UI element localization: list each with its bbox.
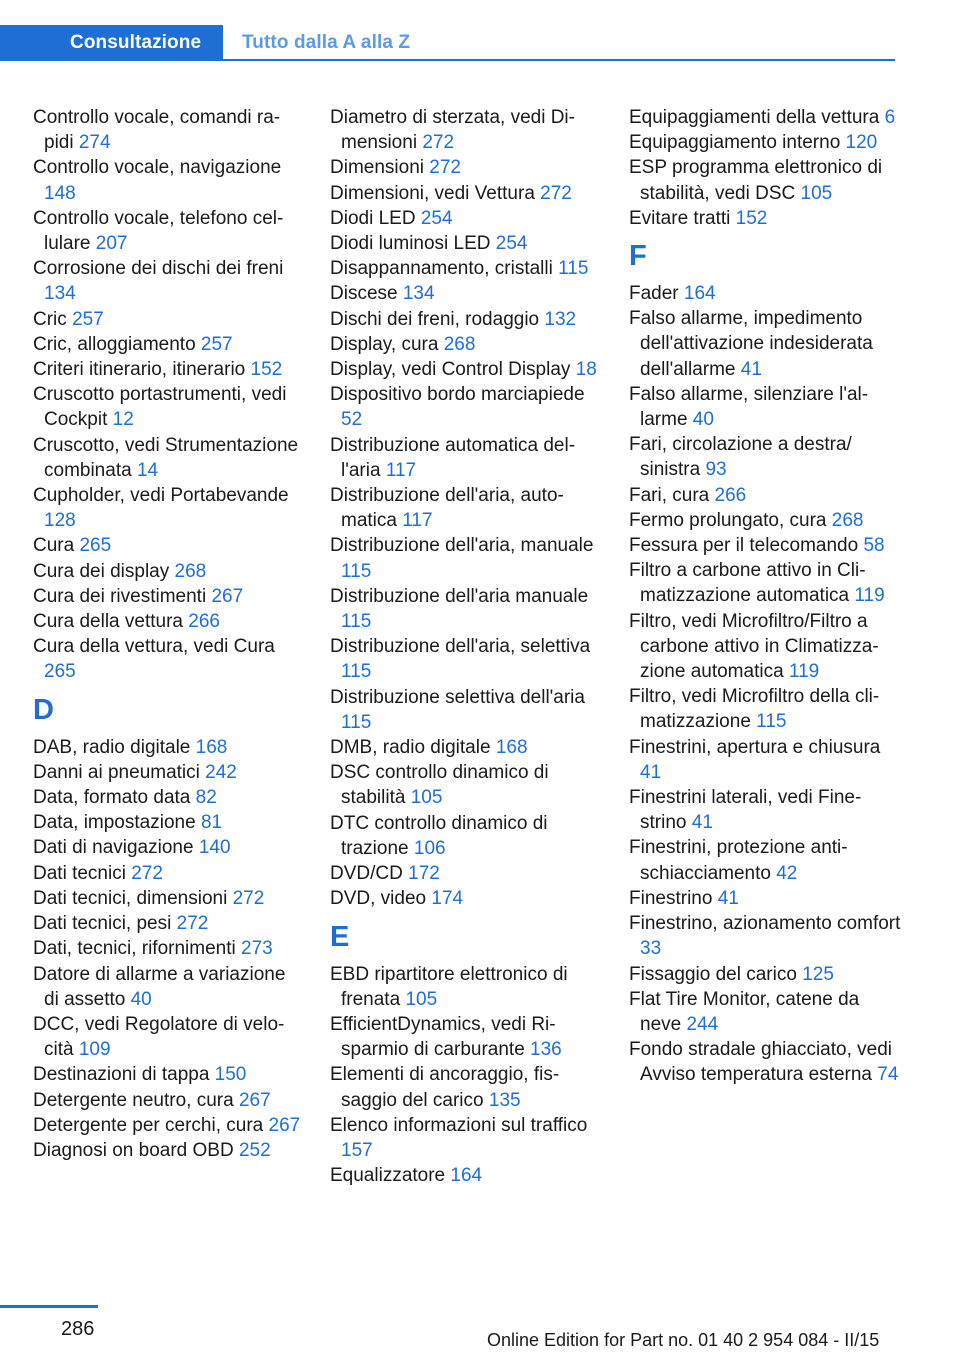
index-entry	[629, 206, 901, 231]
index-entry	[629, 1037, 901, 1087]
index-entry	[629, 533, 901, 558]
index-entry-text: Elementi di ancoraggio, fissaggio del carico	[330, 1064, 560, 1111]
page-link[interactable]: 41	[691, 812, 713, 834]
index-entry-text: Diametro di sterzata, vedi Dimensioni	[330, 107, 575, 154]
page-link[interactable]: 272	[131, 862, 163, 884]
page-link[interactable]: 172	[408, 863, 440, 885]
index-column-3	[629, 105, 901, 1088]
index-entry-text: Diodi LED	[330, 207, 416, 229]
index-entry	[629, 105, 901, 130]
index-entry	[33, 1138, 303, 1163]
edition-text: Online Edition for Part no. 01 40 2 954 084 - II/15	[487, 1330, 880, 1350]
page-link[interactable]: 134	[402, 283, 435, 305]
index-entry	[330, 206, 602, 231]
page-link[interactable]: 244	[686, 1013, 719, 1035]
page-link[interactable]: 272	[422, 132, 455, 154]
index-entry-text: Finestrino, azionamento comfort	[629, 913, 901, 935]
section-tab-consultazione[interactable]	[0, 25, 223, 61]
index-entry-text: Dati tecnici, dimensioni	[33, 887, 228, 909]
index-entry	[33, 332, 303, 357]
index-entry	[330, 1062, 602, 1112]
page-link[interactable]: 136	[530, 1039, 562, 1061]
page-link[interactable]: 268	[443, 333, 476, 355]
index-entry-text: Fondo stradale ghiacciato, vedi Avviso temperatura esterna	[629, 1039, 892, 1086]
index-entry	[330, 357, 602, 382]
page-link[interactable]: 135	[488, 1089, 521, 1111]
index-entry	[33, 835, 303, 860]
page-link[interactable]: 265	[44, 661, 76, 683]
index-entry	[330, 1113, 602, 1163]
page-link[interactable]: 93	[705, 459, 727, 481]
index-entry-text: Danni ai pneumatici	[33, 761, 200, 783]
index-entry	[33, 533, 303, 558]
index-entry	[629, 911, 901, 961]
index-entry	[330, 861, 602, 886]
index-entry	[33, 609, 303, 634]
index-entry-text: Finestrini laterali, vedi Finestrino	[629, 787, 862, 834]
index-entry	[330, 962, 602, 1012]
index-entry-text: Dati tecnici	[33, 862, 126, 884]
index-entry-text: Dimensioni	[330, 157, 424, 179]
index-entry	[33, 785, 303, 810]
index-entry	[330, 685, 602, 735]
page-link[interactable]: 6	[884, 107, 896, 128]
index-entry-text: Corrosione dei dischi dei freni	[33, 258, 284, 280]
section-letter: F	[629, 240, 647, 273]
page-link[interactable]: 119	[854, 585, 885, 607]
page-link[interactable]: 115	[341, 711, 372, 733]
page-link[interactable]: 257	[72, 308, 104, 330]
page-link[interactable]: 58	[863, 535, 885, 557]
index-entry-text: Distribuzione automatica dell'aria	[330, 434, 576, 481]
index-entry	[629, 835, 901, 885]
index-entry	[330, 735, 602, 760]
footer-rule	[0, 1305, 98, 1308]
index-entry-text: Cruscotto portastrumenti, vedi Cockpit	[33, 384, 287, 431]
index-entry-text: Detergente per cerchi, cura	[33, 1114, 264, 1136]
page-link[interactable]: 41	[640, 761, 662, 783]
page-link[interactable]: 119	[788, 661, 820, 683]
index-entry	[330, 433, 602, 483]
index-entry	[33, 433, 303, 483]
index-entry	[629, 508, 901, 533]
page-link[interactable]: 152	[250, 359, 283, 381]
index-entry-text: Dati di navigazione	[33, 837, 194, 859]
index-entry-text: Dispositivo bordo marciapiede	[330, 384, 585, 406]
page-link[interactable]: 254	[420, 207, 453, 229]
page-link[interactable]: 242	[205, 761, 237, 783]
page-link[interactable]: 267	[268, 1114, 301, 1136]
page-link[interactable]: 115	[341, 560, 372, 582]
index-entry	[629, 962, 901, 987]
index-entry	[330, 231, 602, 256]
index-entry	[330, 256, 602, 281]
index-entry	[629, 785, 901, 835]
index-entry	[33, 634, 303, 684]
index-entry-text: Fari, circolazione a destra/ sinistra	[629, 434, 852, 481]
index-entry	[33, 584, 303, 609]
page-link[interactable]: 174	[431, 888, 464, 910]
index-entry-text: Equipaggiamenti della vettura	[629, 107, 880, 128]
index-entry	[330, 307, 602, 332]
index-entry-text: Fader	[629, 283, 679, 305]
page-link[interactable]: 272	[540, 182, 572, 204]
index-entry	[330, 1163, 602, 1188]
index-entry	[33, 307, 303, 332]
page-link[interactable]: 14	[136, 459, 159, 481]
page-link[interactable]: 273	[241, 938, 273, 960]
index-entry-text: DCC, vedi Regolatore di velocità	[33, 1013, 285, 1061]
index-entry-text: Display, cura	[330, 333, 439, 355]
index-entry-text: Cruscotto, vedi Strumentazione combinata	[33, 434, 299, 481]
index-entry	[33, 936, 303, 961]
page-link[interactable]: 115	[341, 661, 372, 683]
index-entry-text: Finestrini, apertura e chiusura	[629, 736, 881, 758]
index-entry-text: Dimensioni, vedi Vettura	[330, 182, 535, 204]
page-link[interactable]: 115	[341, 611, 372, 633]
page-link[interactable]: 115	[558, 258, 589, 280]
page-link[interactable]: 41	[717, 887, 739, 909]
index-entry	[330, 584, 602, 634]
index-entry-text: Data, formato data	[33, 787, 191, 809]
page-link[interactable]: 254	[495, 233, 528, 255]
index-entry	[629, 155, 901, 205]
index-entry-text: Diagnosi on board OBD	[33, 1139, 234, 1161]
index-entry-text: Falso allarme, impedimento dell'attivazione indesiderata dell'allarme	[629, 308, 873, 380]
index-entry-text: Equipaggiamento interno	[629, 132, 841, 154]
index-entry	[629, 735, 901, 785]
section-letter: E	[330, 920, 350, 953]
index-entry	[33, 861, 303, 886]
index-entry-text: Cric	[33, 308, 67, 330]
page-link[interactable]: 18	[575, 359, 597, 381]
page-link[interactable]: 81	[200, 812, 223, 834]
page-link[interactable]: 132	[544, 308, 577, 330]
index-entry-text: DVD, video	[330, 888, 427, 910]
index-entry-text: Criteri itinerario, itinerario	[33, 359, 246, 381]
index-entry	[330, 483, 602, 533]
page-link[interactable]: 117	[402, 510, 433, 532]
page-link[interactable]: 268	[174, 560, 207, 582]
page-link[interactable]: 115	[756, 711, 787, 733]
index-entry-text: Cura	[33, 535, 75, 557]
index-entry-text: Discese	[330, 283, 398, 305]
index-entry	[330, 811, 602, 861]
index-entry	[629, 382, 901, 432]
index-entry-text: Fissaggio del carico	[629, 963, 797, 985]
page-link[interactable]: 12	[112, 409, 134, 431]
index-entry-text: Dischi dei freni, rodaggio	[330, 308, 540, 330]
index-entry	[33, 206, 303, 256]
index-entry	[33, 810, 303, 835]
index-entry-text: Falso allarme, silenziare l'allarme	[629, 383, 869, 431]
index-entry-text: Elenco informazioni sul traffico	[330, 1114, 588, 1136]
index-entry-text: DMB, radio digitale	[330, 737, 491, 759]
section-tab-label: Consultazione	[70, 32, 202, 53]
index-entry	[330, 886, 602, 911]
index-entry-text: Fessura per il telecomando	[629, 535, 859, 557]
page-link[interactable]: 268	[831, 509, 864, 531]
index-entry-text: Fermo prolungato, cura	[629, 509, 827, 531]
index-entry	[629, 558, 901, 608]
index-entry-text: Destinazioni di tappa	[33, 1064, 210, 1086]
index-entry-text: Filtro, vedi Microfiltro della climatizzazione	[629, 686, 880, 733]
page-link[interactable]: 125	[802, 963, 834, 985]
index-entry-text: EfficientDynamics, vedi Risparmio di carburante	[330, 1013, 556, 1061]
index-entry-text: DAB, radio digitale	[33, 736, 191, 758]
index-entry	[33, 105, 303, 155]
page-link[interactable]: 267	[211, 585, 244, 607]
page-link[interactable]: 148	[44, 182, 76, 204]
index-entry-text: EBD ripartitore elettronico di frenata	[330, 963, 568, 1010]
section-letter: D	[33, 693, 54, 726]
index-entry-text: Filtro a carbone attivo in Climatizzazione automatica	[629, 560, 866, 607]
index-entry	[33, 962, 303, 1012]
index-entry	[33, 911, 303, 936]
section-tab-a-z[interactable]: Tutto dalla A alla Z	[242, 32, 411, 53]
page-link[interactable]: 33	[640, 938, 662, 960]
page-link[interactable]: 272	[429, 157, 461, 179]
index-entry-text: Controllo vocale, navigazione	[33, 157, 282, 179]
index-column-2	[330, 105, 602, 1188]
page-link[interactable]: 40	[130, 988, 152, 1010]
index-entry	[629, 483, 901, 508]
page-link[interactable]: 120	[845, 132, 878, 154]
index-entry-text: Dati tecnici, pesi	[33, 913, 172, 935]
index-entry-text: Distribuzione dell'aria, selettiva	[330, 636, 591, 658]
index-entry-text: Cura della vettura, vedi Cura	[33, 636, 275, 658]
page-link[interactable]: 42	[776, 862, 798, 884]
index-entry-text: Cura dei display	[33, 560, 170, 582]
page-link[interactable]: 152	[735, 207, 768, 229]
index-entry	[33, 483, 303, 533]
index-entry	[629, 987, 901, 1037]
index-entry-text: Datore di allarme a variazione di assetto	[33, 963, 286, 1010]
page-link[interactable]: 267	[238, 1089, 271, 1111]
index-entry	[629, 281, 901, 306]
page-link[interactable]: 105	[800, 182, 833, 204]
page-link[interactable]: 74	[877, 1064, 899, 1086]
index-entry	[330, 105, 602, 155]
page-link[interactable]: 272	[232, 887, 265, 909]
index-entry	[33, 886, 303, 911]
index-entry-text: Cupholder, vedi Portabevande	[33, 485, 289, 507]
page-link[interactable]: 52	[341, 409, 363, 431]
header-rule	[0, 59, 895, 61]
index-entry-text: DVD/CD	[330, 863, 403, 885]
index-entry-text: Distribuzione dell'aria, manuale	[330, 535, 594, 557]
index-entry	[629, 886, 901, 911]
index-entry-text: Distribuzione dell'aria manuale	[330, 585, 589, 607]
page-link[interactable]: 266	[714, 484, 747, 506]
page-link[interactable]: 272	[176, 913, 209, 935]
index-entry	[33, 1012, 303, 1062]
index-entry-text: Cura della vettura	[33, 611, 183, 633]
index-entry-text: DTC controllo dinamico di trazione	[330, 812, 548, 859]
page-link[interactable]: 106	[413, 837, 446, 859]
index-entry-text: Distribuzione selettiva dell'aria	[330, 686, 585, 708]
index-entry-text: Finestrini, protezione antischiacciamento	[629, 837, 848, 884]
index-entry-text: Disappannamento, cristalli	[330, 258, 553, 280]
index-entry-text: Distribuzione dell'aria, automatica	[330, 485, 564, 532]
index-entry	[330, 281, 602, 306]
page-link[interactable]: 157	[341, 1139, 373, 1161]
index-entry	[330, 181, 602, 206]
page-link[interactable]: 252	[238, 1139, 271, 1161]
index-entry	[330, 1012, 602, 1062]
index-entry	[330, 533, 602, 583]
page-link[interactable]: 128	[44, 510, 76, 532]
index-entry	[33, 357, 303, 382]
page-header	[0, 25, 895, 61]
page-link[interactable]: 109	[78, 1039, 111, 1061]
index-entry	[330, 155, 602, 180]
page-link[interactable]: 207	[95, 233, 128, 255]
index-entry	[33, 559, 303, 584]
page-link[interactable]: 164	[683, 283, 716, 305]
index-entry-text: Cric, alloggiamento	[33, 333, 196, 355]
page-link[interactable]: 168	[195, 736, 228, 758]
index-entry-text: Finestrino	[629, 887, 713, 909]
index-entry	[33, 155, 303, 205]
page-link[interactable]: 105	[410, 787, 443, 809]
index-entry	[330, 760, 602, 810]
index-entry-text: Controllo vocale, comandi rapidi	[33, 107, 281, 154]
page-link[interactable]: 117	[385, 459, 417, 481]
index-entry-text: Data, impostazione	[33, 812, 196, 834]
index-column-1	[33, 105, 303, 1163]
page-link[interactable]: 164	[450, 1165, 483, 1187]
index-entry-text: Controllo vocale, telefono cellulare	[33, 207, 284, 255]
index-entry-text: Dati, tecnici, rifornimenti	[33, 938, 236, 960]
index-entry	[33, 1062, 303, 1087]
page-link[interactable]: 41	[740, 358, 762, 380]
index-entry	[33, 760, 303, 785]
page-link[interactable]: 266	[188, 611, 220, 633]
index-entry	[33, 1088, 303, 1113]
page-link[interactable]: 265	[79, 535, 112, 557]
page-link[interactable]: 40	[692, 409, 714, 431]
index-entry	[629, 432, 901, 482]
index-entry-text: Fari, cura	[629, 484, 710, 506]
index-entry	[629, 306, 901, 382]
index-entry	[330, 634, 602, 684]
page-link[interactable]: 134	[44, 283, 76, 305]
index-entry	[33, 382, 303, 432]
page-link[interactable]: 82	[195, 787, 217, 809]
index-entry-text: Cura dei rivestimenti	[33, 585, 207, 607]
index-entry-text: Evitare tratti	[629, 207, 731, 229]
index-entry-text: Flat Tire Monitor, catene da neve	[629, 988, 860, 1035]
index-entry	[33, 735, 303, 760]
page-link[interactable]: 168	[495, 737, 528, 759]
page-link[interactable]: 274	[78, 132, 111, 154]
index-entry-text: DSC controllo dinamico di stabilità	[330, 762, 549, 809]
index-entry	[629, 684, 901, 734]
index-entry	[629, 130, 901, 155]
index-entry-text: Equalizzatore	[330, 1165, 446, 1187]
page-link[interactable]: 257	[200, 333, 233, 355]
index-entry	[629, 609, 901, 685]
index-entry	[330, 382, 602, 432]
index-entry-text: Detergente neutro, cura	[33, 1089, 234, 1111]
index-entry-text: Diodi luminosi LED	[330, 233, 491, 255]
index-entry	[33, 1113, 303, 1138]
page-link[interactable]: 150	[214, 1064, 247, 1086]
index-entry-text: ESP programma elettronico di stabilità, vedi DSC	[629, 157, 883, 204]
index-entry-text: Filtro, vedi Microfiltro/Filtro a carbone attivo in Climatizzazione automatica	[629, 610, 879, 683]
page-link[interactable]: 105	[405, 988, 438, 1010]
index-entry-text: Display, vedi Control Display	[330, 359, 571, 381]
index-entry	[33, 256, 303, 306]
page-link[interactable]: 140	[198, 837, 231, 859]
index-entry	[330, 332, 602, 357]
page-number: 286	[61, 1318, 95, 1340]
